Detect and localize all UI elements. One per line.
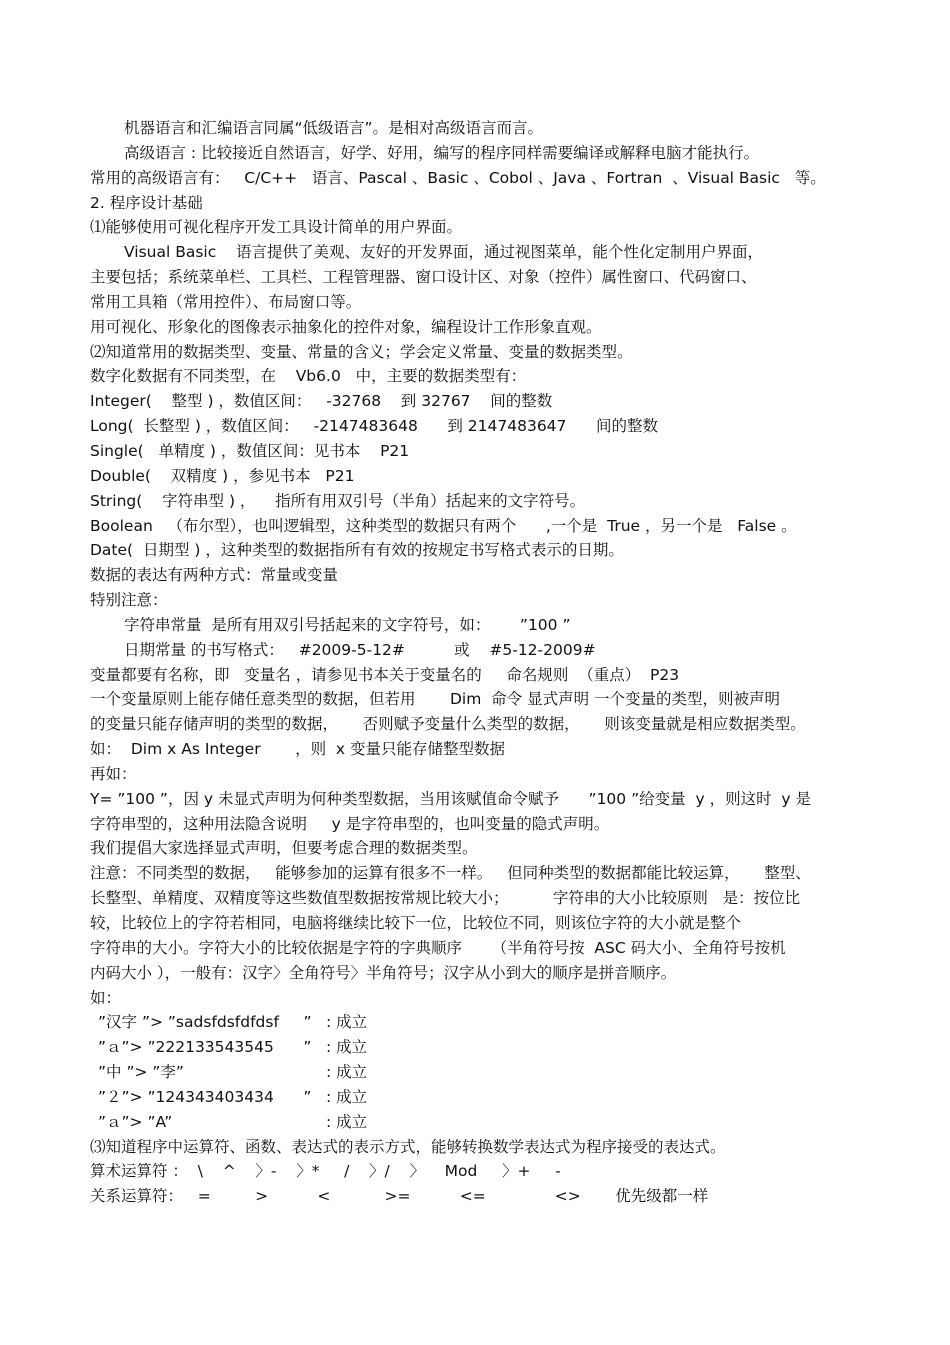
- operator-line-relational: 关系运算符： = > < >= <= <> 优先级都一样: [90, 1187, 709, 1206]
- text-line: 长整型、单精度、双精度等这些数值型数据按常规比较大小； 字符串的大小比较原则 是：按位比: [90, 889, 801, 908]
- text-line: Double( 双精度 ) ，参见书本 P21: [90, 466, 355, 485]
- text-line: 注意：不同类型的数据， 能够参加的运算有很多不一样。 但同种类型的数据都能比较运算， 整型、: [90, 864, 811, 883]
- text-line: Y= ”100 ”，因 y 未显式声明为何种类型数据，当用该赋值命令赋予 ”100 ”给变量 y ，则这时 y 是: [90, 789, 812, 808]
- text-line: String( 字符串型 ) ， 指所有用双引号（半角）括起来的文字符号。: [90, 491, 586, 510]
- operator-line-arithmetic: 算术运算符 ： \ ^ 〉- 〉* / 〉/ 〉 Mod 〉+ -: [90, 1162, 561, 1181]
- text-line: Visual Basic 语言提供了美观、友好的开发界面，通过视图菜单，能个性化定制用户界面，: [124, 243, 763, 262]
- comparison-result: : 成立: [326, 1087, 368, 1106]
- document-body: [90, 116, 870, 1209]
- text-line: Integer( 整型 ) ，数值区间： -32768 到 32767 间的整数: [90, 392, 553, 411]
- comparison-expression: ”中 ”> ”李”: [98, 1063, 184, 1082]
- text-line: 字符串的大小。字符大小的比较依据是字符的字典顺序 （半角符号按 ASC 码大小、全角符号按机: [90, 938, 786, 957]
- comparison-result: : 成立: [326, 1112, 368, 1131]
- text-line: Date( 日期型 ) ，这种类型的数据指所有有效的按规定书写格式表示的日期。: [90, 541, 624, 560]
- text-line: 字符串常量 是所有用双引号括起来的文字符号，如： ”100 ”: [124, 615, 571, 634]
- comparison-row: [90, 1085, 870, 1110]
- comparison-row: [90, 1010, 870, 1035]
- text-line: 主要包括；系统菜单栏、工具栏、工程管理器、窗口设计区、对象（控件）属性窗口、代码窗口、: [90, 268, 757, 287]
- text-line: 如：: [90, 988, 122, 1007]
- comparison-result: : 成立: [326, 1063, 368, 1082]
- text-line: ⑵知道常用的数据类型、变量、常量的含义；学会定义常量、变量的数据类型。: [90, 342, 633, 361]
- text-line: 高级语言 : 比较接近自然语言，好学、好用，编写的程序同样需要编译或解释电脑才能执行。: [124, 143, 760, 162]
- comparison-result: : 成立: [326, 1038, 368, 1057]
- text-line: 日期常量 的书写格式： #2009-5-12# 或 #5-12-2009#: [124, 640, 596, 659]
- text-line: ⑶知道程序中运算符、函数、表达式的表示方式，能够转换数学表达式为程序接受的表达式。: [90, 1137, 726, 1156]
- text-line: 字符串型的，这种用法隐含说明 y 是字符串型的，也叫变量的隐式声明。: [90, 814, 610, 833]
- text-line: 数字化数据有不同类型，在 Vb6.0 中，主要的数据类型有：: [90, 367, 527, 386]
- text-line: Boolean （布尔型），也叫逻辑型，这种类型的数据只有两个 ,一个是 True ，另一个是 False 。: [90, 516, 797, 535]
- text-line: 一个变量原则上能存储任意类型的数据，但若用 Dim 命令 显式声明 一个变量的类型，则被声明: [90, 690, 781, 709]
- text-line: 内码大小 ），一般有：汉字〉全角符号〉半角符号；汉字从小到大的顺序是拼音顺序。: [90, 963, 677, 982]
- section-heading: 2. 程序设计基础: [90, 193, 203, 212]
- text-line: 如： Dim x As Integer ，则 x 变量只能存储整型数据: [90, 740, 506, 759]
- text-line: 变量都要有名称，即 变量名 ，请参见书本关于变量名的 命名规则 （重点） P23: [90, 665, 680, 684]
- text-line: ⑴能够使用可视化程序开发工具设计简单的用户界面。: [90, 218, 463, 237]
- text-line: 常用的高级语言有： C/C++ 语言、Pascal 、Basic 、Cobol 、Java 、Fortran 、Visual Basic 等。: [90, 168, 826, 187]
- comparison-result: : 成立: [326, 1013, 368, 1032]
- text-line: 常用工具箱（常用控件）、布局窗口等。: [90, 292, 362, 311]
- text-line: 机器语言和汇编语言同属“低级语言”。是相对高级语言而言。: [124, 119, 544, 137]
- text-line: 用可视化、形象化的图像表示抽象化的控件对象，编程设计工作形象直观。: [90, 317, 602, 336]
- text-line: Single( 单精度 ) ，数值区间：见书本 P21: [90, 441, 410, 460]
- text-line: 特别注意：: [90, 591, 168, 610]
- comparison-row: [90, 1060, 870, 1085]
- comparison-row: [90, 1035, 870, 1060]
- comparison-expression: ”ａ”> ”A”: [98, 1112, 173, 1131]
- comparison-expression: ”ａ”> ”222133543545 ”: [98, 1038, 312, 1057]
- text-line: 的变量只能存储声明的类型的数据， 否则赋予变量什么类型的数据， 则该变量就是相应数据类型。: [90, 715, 806, 734]
- text-line: 较，比较位上的字符若相同，电脑将继续比较下一位，比较位不同，则该位字符的大小就是整个: [90, 914, 742, 932]
- text-line: Long( 长整型 ) ，数值区间： -2147483648 到 2147483647 间的整数: [90, 417, 658, 436]
- comparison-expression: ”２”> ”124343403434 ”: [98, 1087, 312, 1106]
- text-line: 我们提倡大家选择显式声明，但要考虑合理的数据类型。: [90, 839, 478, 858]
- comparison-row: [90, 1110, 870, 1135]
- text-line: 数据的表达有两种方式：常量或变量: [90, 566, 339, 585]
- text-line: 再如：: [90, 764, 137, 783]
- comparison-expression: ”汉字 ”> ”sadsfdsfdfdsf ”: [98, 1013, 312, 1032]
